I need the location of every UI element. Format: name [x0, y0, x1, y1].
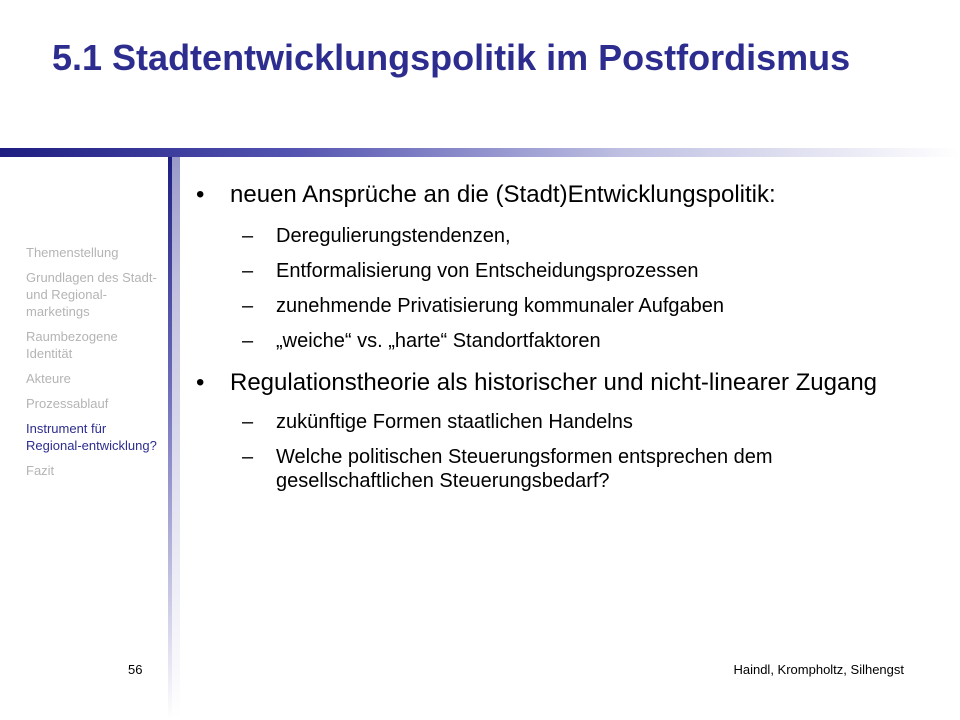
sub-item	[196, 259, 896, 283]
dash-marker: –	[242, 260, 254, 282]
slide-content	[196, 180, 896, 493]
sidebar-item-themenstellung[interactable]: Themenstellung	[26, 245, 119, 260]
bullet-text: neuen Ansprüche an die (Stadt)Entwicklungspolitik:	[230, 181, 776, 208]
sub-item-text: zunehmende Privatisierung kommunaler Aufgaben	[276, 295, 725, 317]
sub-item	[196, 224, 896, 248]
sub-item-text: zukünftige Formen staatlichen Handelns	[276, 411, 633, 433]
bullet-text: Regulationstheorie als historischer und nicht-linearer Zugang	[230, 369, 878, 396]
sub-list	[196, 410, 896, 493]
bullet-marker: •	[196, 369, 205, 396]
sidebar-item-grundlagen[interactable]: Grundlagen des Stadt- und Regional-marketings	[26, 270, 157, 319]
bullet-item	[196, 368, 896, 398]
dash-marker: –	[242, 330, 254, 352]
sub-item	[196, 410, 896, 434]
bullet-marker: •	[196, 181, 205, 208]
dash-marker: –	[242, 446, 254, 468]
sidebar-item-akteure[interactable]: Akteure	[26, 371, 71, 386]
sub-item-text: Welche politischen Steuerungsformen entsprechen dem gesellschaftlichen Steuerungsbedarf?	[276, 446, 773, 492]
sidebar-divider	[168, 157, 180, 720]
slide-title: 5.1 Stadtentwicklungspolitik im Postfordismus	[52, 37, 851, 78]
sub-item-text: „weiche“ vs. „harte“ Standortfaktoren	[276, 330, 601, 352]
sub-list	[196, 224, 896, 353]
footer-authors: Haindl, Krompholtz, Silhengst	[733, 662, 904, 677]
page-number: 56	[128, 662, 143, 677]
sub-item	[196, 445, 896, 493]
dash-marker: –	[242, 295, 254, 317]
bullet-item	[196, 180, 896, 210]
sub-item-text: Entformalisierung von Entscheidungsprozessen	[276, 260, 699, 282]
sub-item	[196, 329, 896, 353]
sub-item	[196, 294, 896, 318]
title-divider	[0, 148, 960, 157]
sidebar-nav	[26, 244, 161, 487]
dash-marker: –	[242, 225, 254, 247]
sidebar-item-raumbezogene-identitaet[interactable]: Raumbezogene Identität	[26, 329, 118, 361]
sidebar-item-prozessablauf[interactable]: Prozessablauf	[26, 396, 109, 411]
dash-marker: –	[242, 411, 254, 433]
sub-item-text: Deregulierungstendenzen,	[276, 225, 511, 247]
sidebar-item-instrument-active[interactable]: Instrument für Regional-entwicklung?	[26, 421, 157, 453]
sidebar-item-fazit[interactable]: Fazit	[26, 463, 55, 478]
